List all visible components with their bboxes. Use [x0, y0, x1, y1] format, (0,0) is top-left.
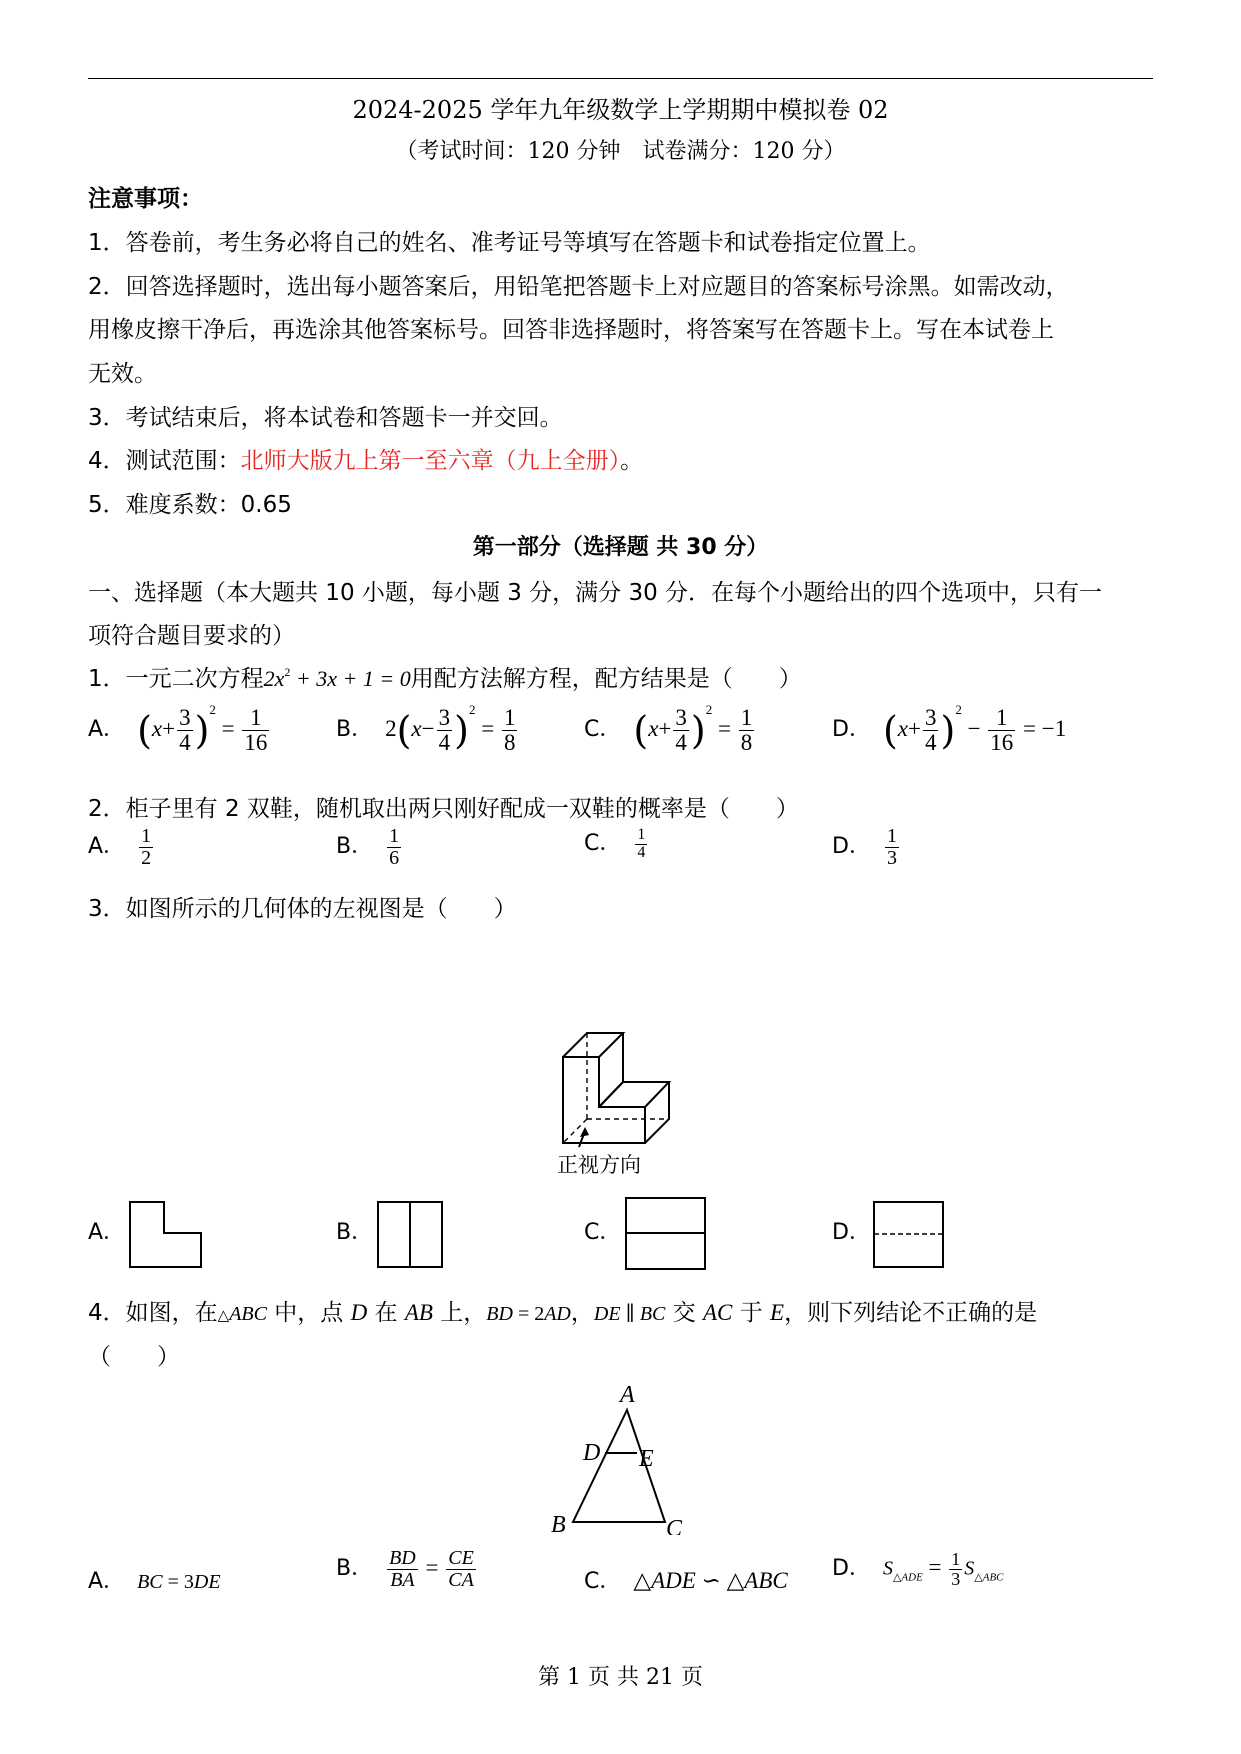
page-number: 第 1 页 共 21 页	[538, 1665, 703, 1690]
q3-option-d-shape	[872, 1200, 946, 1270]
point-d-label: D	[583, 1440, 601, 1466]
note-item-1: 1．答卷前，考生务必将自己的姓名、准考证号等填写在答题卡和试卷指定位置上。	[88, 230, 931, 256]
q1-option-d[interactable]: D． (x+ $\frac{3}{4}$ )$^2$ − $\frac{1}{16}$ = −1	[832, 702, 1067, 756]
q4-triangle-figure	[545, 1380, 695, 1535]
header-rule	[88, 78, 1153, 79]
note-item-4-suffix: 。	[620, 448, 644, 474]
q2-option-b[interactable]: B． $\frac{1}{6}$	[336, 825, 400, 869]
q1-equation: $2x^2 + 3x + 1 = 0$	[263, 665, 411, 691]
q3-option-d[interactable]: D．	[832, 1220, 871, 1245]
question-1	[88, 660, 802, 693]
note-item-2-cont: 用橡皮擦干净后，再选涂其他答案标号。回答非选择题时，将答案写在答题卡上。写在本试卷上	[88, 317, 1054, 343]
note-item-2: 2．回答选择题时，选出每小题答案后，用铅笔把答题卡上对应题目的答案标号涂黑。如需改动，	[88, 274, 1069, 300]
question-4: 4．如图，在△ABC 中，点 D 在 AB 上，BD = 2AD，DE ∥ BC 交 AC 于 E，则下列结论不正确的是	[88, 1300, 1038, 1326]
note-item-5: 5．难度系数：0.65	[88, 492, 292, 518]
q3-option-b-shape	[376, 1200, 444, 1270]
q4-option-d[interactable]: D． $S_{\triangle ADE}$ = $\frac{1}{3}$ $S_{\triangle ABC}$	[832, 1549, 1004, 1589]
part1-heading: 第一部分（选择题 共 30 分）	[472, 535, 769, 560]
section-heading-line1: 一、选择题（本大题共 10 小题，每小题 3 分，满分 30 分．在每个小题给出的四个选项中，只有一	[88, 580, 1103, 606]
q1-prefix: 1．一元二次方程	[88, 666, 264, 692]
q3-solid-figure	[545, 1015, 685, 1150]
point-b-label: B	[551, 1512, 566, 1535]
note-item-3: 3．考试结束后，将本试卷和答题卡一并交回。	[88, 405, 563, 431]
note-item-2-end: 无效。	[88, 361, 157, 387]
question-4-paren: （ ）	[88, 1344, 180, 1370]
q2-option-a[interactable]: A． $\frac{1}{2}$	[88, 825, 152, 869]
q2-option-d[interactable]: D． $\frac{1}{3}$	[832, 825, 897, 869]
q1-suffix: 用配方法解方程，配方结果是（ ）	[410, 666, 802, 692]
q3-option-b[interactable]: B．	[336, 1220, 374, 1245]
q4-option-a[interactable]: A． BC = 3DE	[88, 1569, 221, 1594]
q3-option-a[interactable]: A．	[88, 1220, 126, 1245]
q3-option-a-shape	[128, 1200, 204, 1270]
question-3: 3．如图所示的几何体的左视图是（ ）	[88, 896, 517, 922]
point-c-label: C	[666, 1516, 683, 1535]
q1-option-b[interactable]: B． 2(x− $\frac{3}{4}$ )$^2$ = $\frac{1}{8}$	[336, 702, 516, 756]
q4-option-c[interactable]: C． △ADE ∽ △ABC	[584, 1568, 788, 1594]
note-item-4	[88, 442, 643, 475]
q1-option-a[interactable]: A． (x+ $\frac{3}{4}$ )$^2$ = $\frac{1}{16}$	[88, 702, 268, 756]
q3-figure-caption: 正视方向	[557, 1153, 641, 1177]
question-2: 2．柜子里有 2 双鞋，随机取出两只刚好配成一双鞋的概率是（ ）	[88, 796, 799, 822]
test-scope: 北师大版九上第一至六章（九上全册）	[240, 448, 621, 474]
q3-option-c[interactable]: C．	[584, 1220, 622, 1245]
q3-option-c-shape	[624, 1196, 708, 1272]
section-heading-line2: 项符合题目要求的）	[88, 623, 295, 649]
q4-prefix: 4．如图，在	[88, 1300, 218, 1326]
page-title: 2024-2025 学年九年级数学上学期期中模拟卷 02	[352, 96, 889, 124]
exam-info: （考试时间：120 分钟 试卷满分：120 分）	[395, 139, 846, 164]
q1-option-c[interactable]: C． (x+ $\frac{3}{4}$ )$^2$ = $\frac{1}{8}$	[584, 702, 753, 756]
point-e-label: E	[639, 1446, 654, 1472]
note-item-4-prefix: 4．测试范围：	[88, 448, 241, 474]
q4-option-b[interactable]: B． $\frac{BD}{BA}$ = $\frac{CE}{CA}$	[336, 1547, 474, 1591]
q2-option-c[interactable]: C． $\frac{1}{4}$	[584, 826, 646, 862]
notes-heading: 注意事项：	[88, 186, 203, 212]
point-a-label: A	[620, 1382, 635, 1408]
